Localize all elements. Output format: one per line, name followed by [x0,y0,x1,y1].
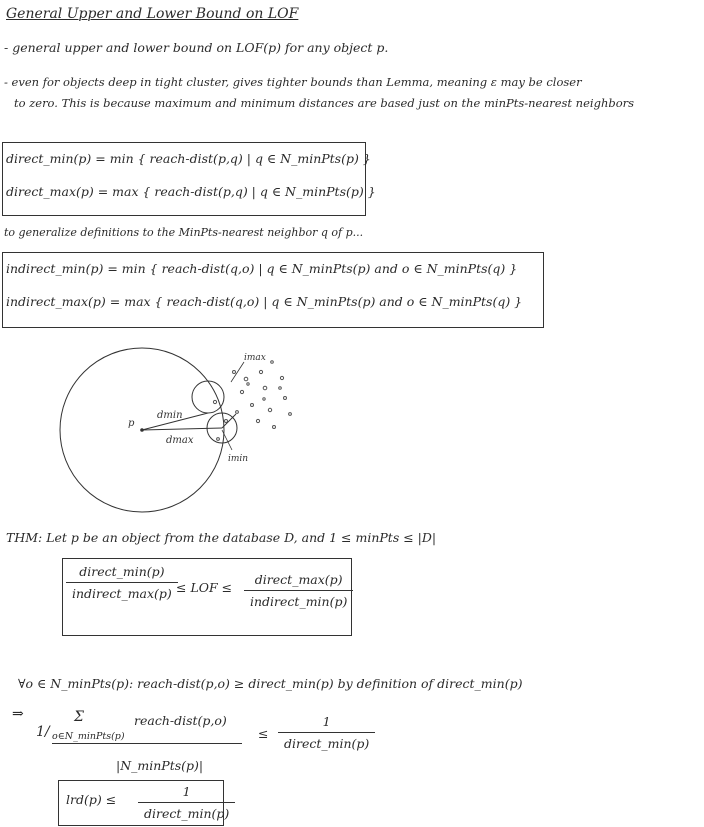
label-dmin: dmin [157,410,183,421]
implication-leq: ≤ [258,726,269,741]
implication-rhs-denominator: direct_min(p) [284,736,370,751]
forall-statement: ∀o ∈ N_minPts(p): reach-dist(p,o) ≥ direct_min(p) by definition of direct_min(p) [18,676,523,691]
lrd-numerator: 1 [138,784,235,803]
indirect-max-definition: indirect_max(p) = max { reach-dist(q,o) | q ∈ N_minPts(p) and o ∈ N_minPts(q) } [6,294,523,309]
small-circle-upper [192,381,224,413]
page-title: General Upper and Lower Bound on LOF [6,6,299,22]
implication-denominator: |N_minPts(p)| [116,758,204,773]
theorem-statement: THM: Let p be an object from the database D, and 1 ≤ minPts ≤ |D| [6,530,437,545]
implication-rhs-numerator: 1 [278,714,375,733]
implication-arrow: ⇒ [12,706,24,722]
bullet-general-bound: - general upper and lower bound on LOF(p) for any object p. [4,40,389,55]
theorem-left-denominator: indirect_max(p) [72,586,172,601]
dmax-line [142,428,222,430]
implication-fraction-bar [52,743,242,744]
label-dmax: dmax [166,435,194,446]
bullet-tight-cluster: - even for objects deep in tight cluster, gives tighter bounds than Lemma, meaning ε may be closer [4,75,582,89]
implication-prefix: 1/ [36,724,50,740]
theorem-right-numerator: direct_max(p) [244,572,353,591]
lrd-lhs: lrd(p) ≤ [66,792,117,807]
theorem-right-fraction [244,572,353,609]
cluster-points [213,361,291,441]
lrd-fraction [138,784,235,821]
lrd-denominator: direct_min(p) [144,806,230,821]
implication-sum-symbol: Σ [74,709,84,725]
label-imin: imin [228,454,249,464]
implication-sum-subscript: o∈N_minPts(p) [52,731,125,742]
theorem-left-numerator: direct_min(p) [66,564,178,583]
theorem-middle: ≤ LOF ≤ [176,580,233,595]
theorem-left-fraction [66,564,178,601]
generalize-note: to generalize definitions to the MinPts-nearest neighbor q of p... [4,226,364,239]
label-imax: imax [244,353,266,363]
label-p: p [128,418,135,429]
implication-rhs-fraction [278,714,375,751]
direct-max-definition: direct_max(p) = max { reach-dist(p,q) | q ∈ N_minPts(p) } [6,184,376,199]
indirect-min-definition: indirect_min(p) = min { reach-dist(q,o) | q ∈ N_minPts(p) and o ∈ N_minPts(q) } [6,261,518,276]
direct-min-definition: direct_min(p) = min { reach-dist(p,q) | q ∈ N_minPts(p) } [6,151,371,166]
bullet-tight-cluster-cont: to zero. This is because maximum and minimum distances are based just on the minPts-nearest neighbors [14,96,635,110]
implication-sum-term: reach-dist(p,o) [134,713,227,728]
theorem-right-denominator: indirect_min(p) [250,594,348,609]
